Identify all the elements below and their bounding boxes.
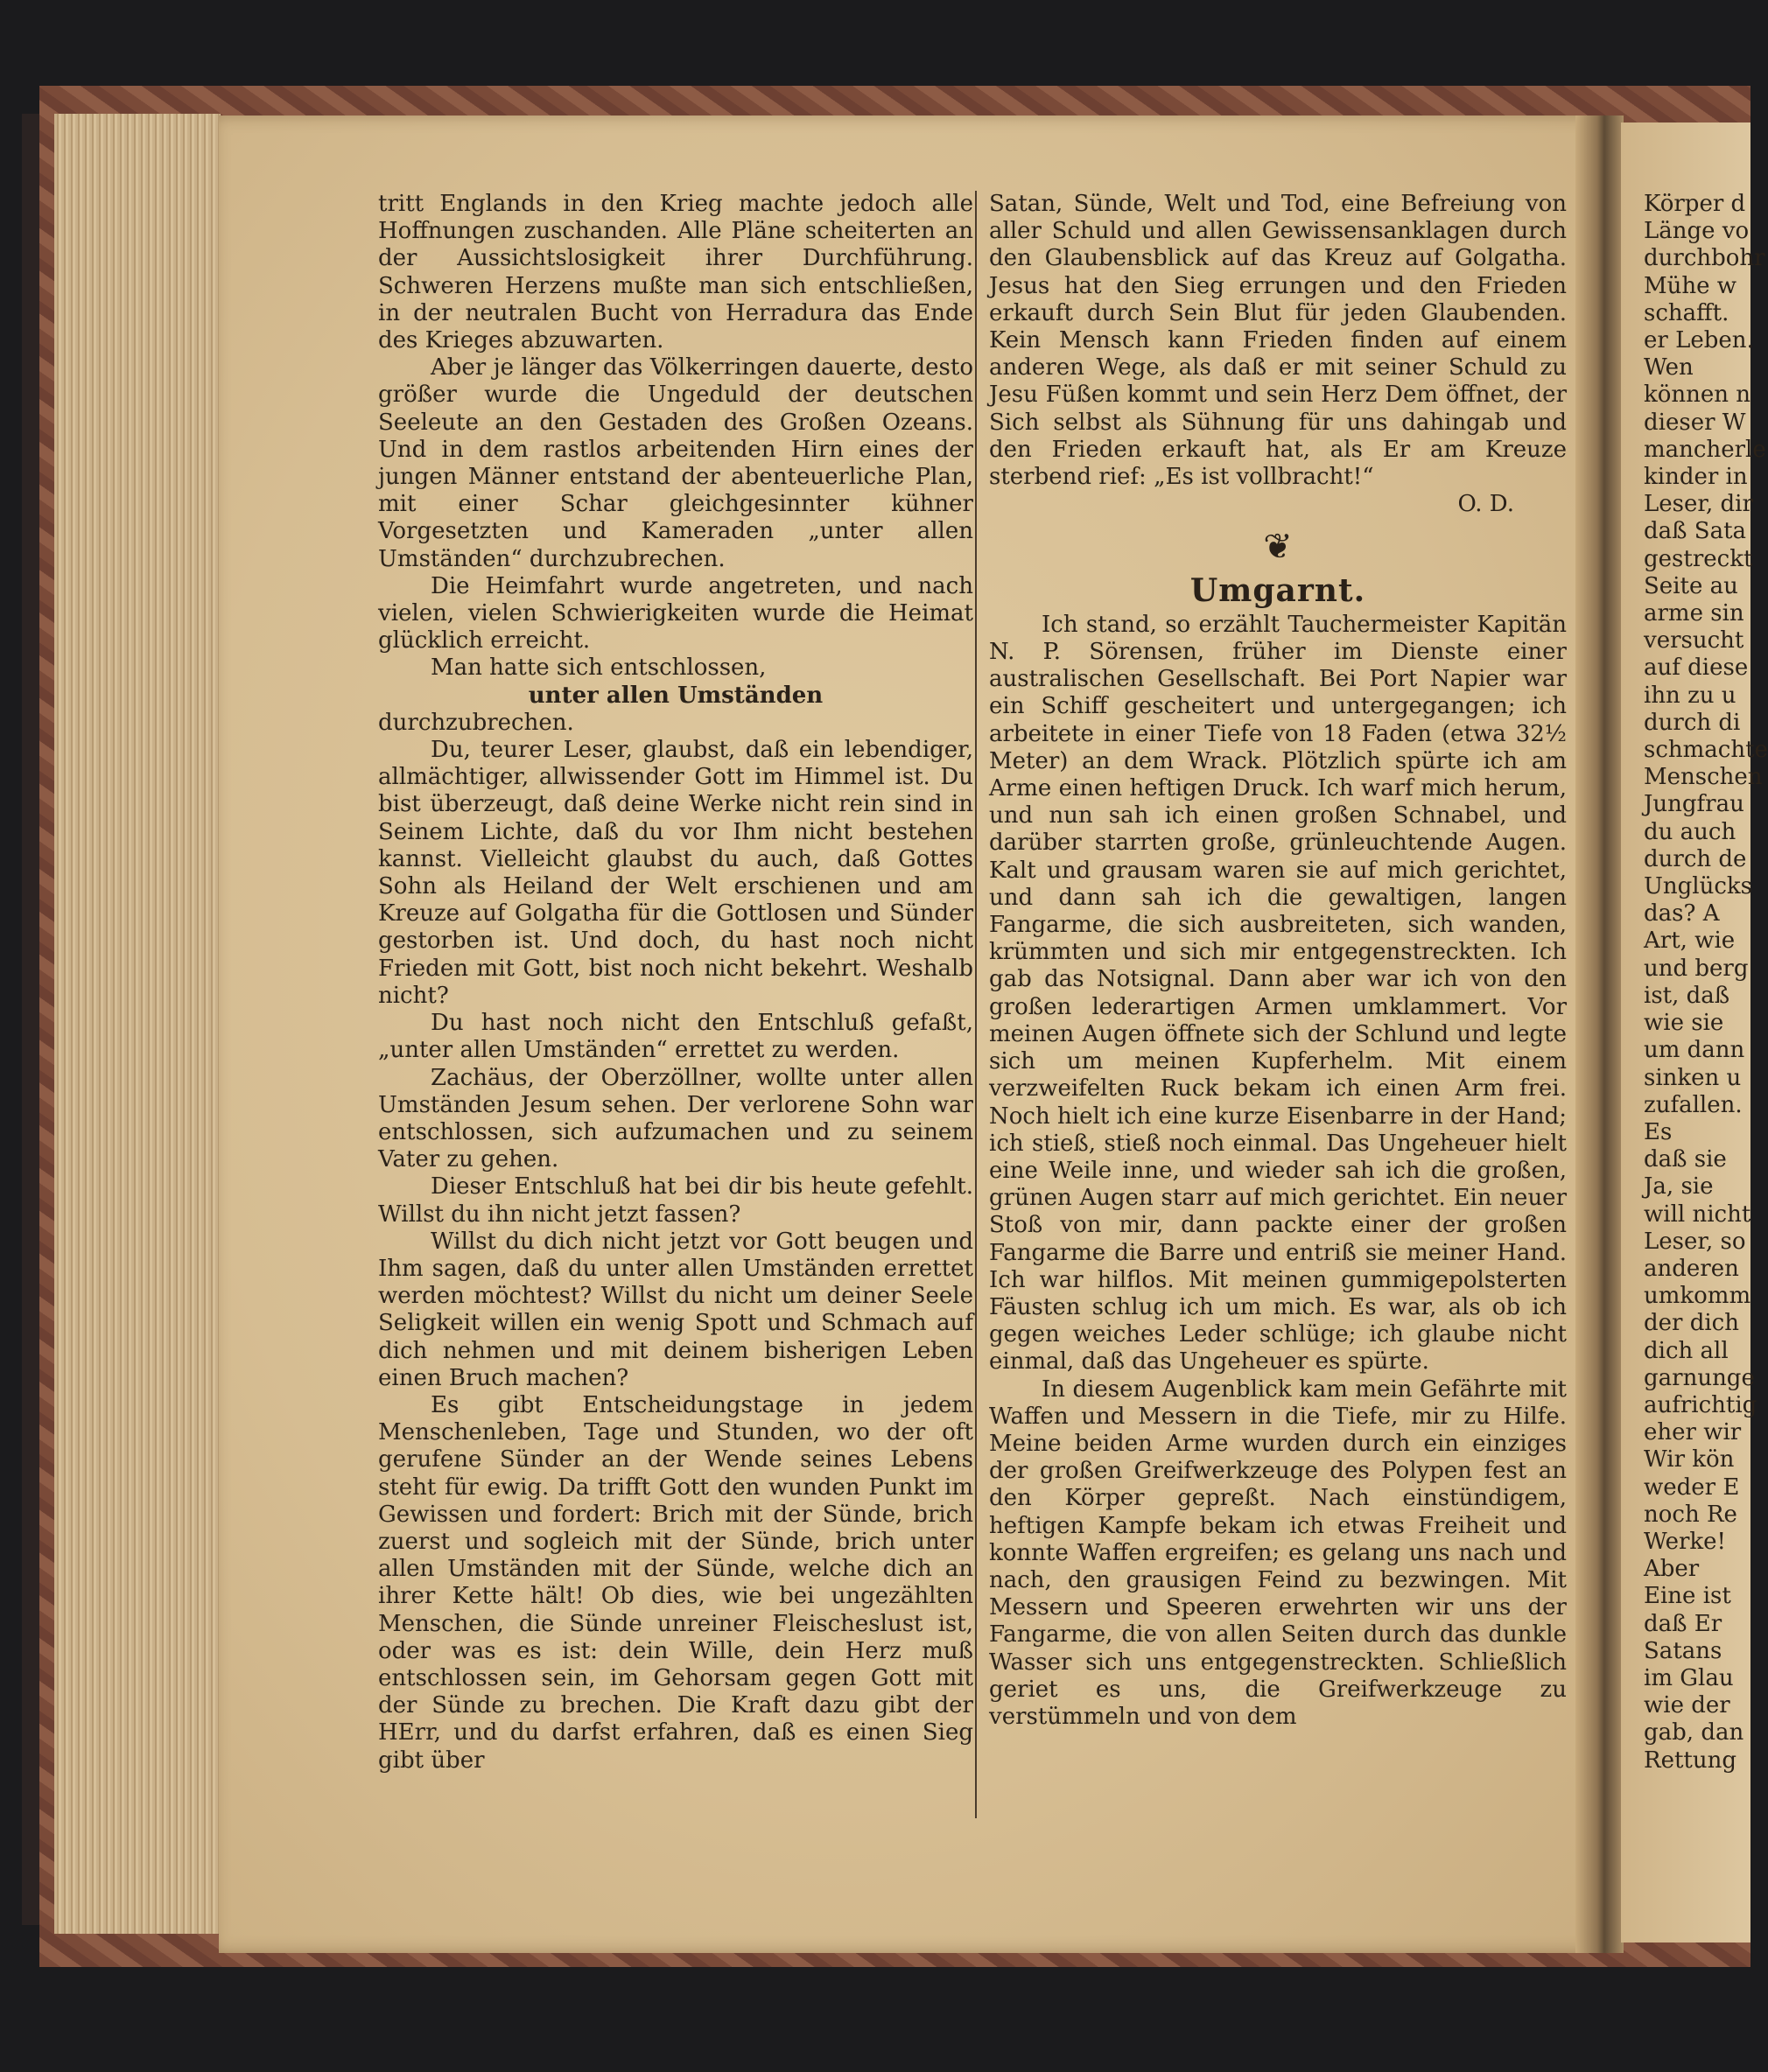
fragment-line: weder E — [1644, 1474, 1740, 1501]
paragraph: Ich stand, so erzählt Tauchermeister Kapitän N. P. Sörensen, früher im Dienste einer australischen Gesellschaft. Bei Port Napier war ein Schiff gescheitert und untergegangen; ich arbeitete in einer Tiefe von 18 Faden (etwa 32½ Meter) an dem Wrack. Plötzlich spürte ich am Arme einen heftigen Druck. Ich warf mich herum, und nun sah ich einen großen Schnabel, und darüber starrten große, grünleuchtende Augen. Kalt und grausam waren sie auf mich gerichtet, und dann sah ich die gewaltigen, langen Fangarme, die sich ausbreiteten, sich wanden, krümmten und sich mir entgegenstreckten. Ich gab das Notsignal. Dann aber war ich von den großen lederartigen Armen umklammert. Vor meinen Augen öffnete sich der Schlund und legte sich um meinen Kupferhelm. Mit einem verzweifelten Ruck bekam ich einen Arm frei. Noch hielt ich eine kurze Eisenbarre in der Hand; ich stieß, stieß noch einmal. Das Ungeheuer hielt eine Weile inne, und wieder sah ich die großen, grünen Augen starr auf mich gerichtet. Ein neuer Stoß von mir, dann packte einer der großen Fangarme die Barre und entriß sie meiner Hand. Ich war hilflos. Mit meinen gummigepolsterten Fäusten schlug ich um mich. Es war, als ob ich gegen weiches Leder schlüge; ich glaube nicht einmal, daß das Ungeheuer es spürte. — [989, 611, 1567, 1376]
fragment-line: Jungfrau — [1644, 791, 1744, 818]
fragment-line: daß Er — [1644, 1610, 1722, 1637]
fragment-line: im Glau — [1644, 1664, 1734, 1691]
paragraph: Dieser Entschluß hat bei dir bis heute gefehlt. Willst du ihn nicht jetzt fassen? — [378, 1173, 973, 1228]
fragment-line: Wen — [1644, 354, 1694, 382]
paragraph: Satan, Sünde, Welt und Tod, eine Befreiung von aller Schuld und allen Gewissensanklagen durch den Glaubensblick auf das Kreuz auf Golgatha. Jesus hat den Sieg errungen und den Frieden erkauft durch Sein Blut für jeden Glaubenden. Kein Mensch kann Frieden finden auf einem anderen Wege, als daß er mit seiner Schuld zu Jesu Füßen kommt und sein Herz Dem öffnet, der Sich selbst als Sühnung für uns dahingab und den Frieden erkauft hat, als Er am Kreuze sterbend rief: „Es ist vollbracht!“ — [989, 191, 1567, 491]
paragraph: Du hast noch nicht den Entschluß gefaßt, „unter allen Umständen“ errettet zu werden. — [378, 1010, 973, 1064]
fragment-line: können n — [1644, 382, 1751, 409]
fragment-line: Ja, sie — [1644, 1173, 1714, 1200]
fragment-line: aufrichtig — [1644, 1391, 1757, 1418]
paragraph: Man hatte sich entschlossen, — [431, 654, 767, 682]
paragraph: Willst du dich nicht jetzt vor Gott beugen und Ihm sagen, daß du unter allen Umständen errettet werden möchtest? Willst du nicht um deiner Seele Seligkeit willen ein wenig Spott und Schmach auf dich nehmen und mit deinem bisherigen Leben einen Bruch machen? — [378, 1228, 973, 1391]
next-page-column — [1644, 191, 1768, 1774]
fragment-line: zufallen. — [1644, 1091, 1743, 1118]
paragraph: Zachäus, der Oberzöllner, wollte unter allen Umständen Jesum sehen. Der verlorene Sohn war entschlossen, sich aufzumachen und zu seinem Vater zu gehen. — [378, 1064, 973, 1173]
fragment-line: garnunge — [1644, 1364, 1755, 1391]
fragment-line: kinder in — [1644, 464, 1748, 491]
fragment-line: durchbohr — [1644, 245, 1765, 272]
fragment-line: Menschen — [1644, 764, 1763, 791]
paragraph: durchzubrechen. — [378, 709, 574, 736]
paragraph: tritt Englands in den Krieg machte jedoch alle Hoffnungen zuschanden. Alle Pläne scheiterten an der Aussichtslosigkeit ihrer Durchführung. Schweren Herzens mußte man sich entschließen, in der neutralen Bucht von Herradura das Ende des Krieges abzuwarten. — [378, 191, 973, 354]
fragment-line: schafft. — [1644, 299, 1729, 326]
fragment-line: wie der — [1644, 1692, 1730, 1719]
fragment-line: Leser, so — [1644, 1228, 1746, 1255]
fragment-line: Länge vo — [1644, 218, 1750, 245]
paragraph: Aber je länger das Völkerringen dauerte, desto größer wurde die Ungeduld der deutschen Seeleute an den Gestaden des Großen Ozeans. Und in dem rastlos arbeitenden Hirn eines der jungen Männer entstand der abenteuerliche Plan, mit einer Schar gleichgesinnter kühner Vorgesetzten und Kameraden „unter allen Umständen“ durchzubrechen. — [378, 354, 973, 572]
column-rule — [975, 191, 977, 1818]
fragment-line: gestreckt — [1644, 545, 1753, 572]
article-title: Umgarnt. — [1189, 571, 1366, 609]
fragment-line: Leser, dir — [1644, 491, 1753, 518]
fragment-line: und berg — [1644, 955, 1749, 982]
fragment-line: Mühe w — [1644, 272, 1737, 299]
fragment-line: Körper d — [1644, 191, 1746, 217]
fragment-line: Unglücks — [1644, 873, 1753, 900]
fragment-line: du auch — [1644, 818, 1736, 845]
fragment-line: will nicht — [1644, 1200, 1751, 1228]
fragment-line: Satans — [1644, 1637, 1722, 1664]
fragment-line: Werke! — [1644, 1528, 1727, 1555]
fragment-line: daß Sata — [1644, 518, 1747, 545]
fragment-line: versucht — [1644, 627, 1744, 654]
fragment-line: durch de — [1644, 845, 1747, 872]
fragment-line: um dann — [1644, 1037, 1745, 1064]
fragment-line: ihn zu u — [1644, 682, 1736, 709]
fragment-line: anderen — [1644, 1255, 1739, 1282]
fragment-line: Art, wie — [1644, 928, 1736, 955]
fragment-line: ist, daß — [1644, 982, 1730, 1009]
fragment-line: der dich — [1644, 1310, 1739, 1337]
fragment-line: gab, dan — [1644, 1719, 1744, 1746]
emphasis-line: unter allen Umständen — [528, 682, 824, 709]
paragraph: Die Heimfahrt wurde angetreten, und nach vielen, vielen Schwierigkeiten wurde die Heimat glücklich erreicht. — [378, 572, 973, 654]
fragment-line: Wir kön — [1644, 1446, 1735, 1474]
fragment-line: mancherle — [1644, 436, 1766, 463]
left-text-column — [378, 191, 973, 1774]
page-edges — [54, 114, 221, 1934]
book-gutter — [1575, 116, 1624, 1953]
signature: O. D. — [1457, 491, 1514, 518]
right-text-column — [989, 191, 1567, 1731]
paragraph: Du, teurer Leser, glaubst, daß ein lebendiger, allmächtiger, allwissender Gott im Himmel ist. Du bist überzeugt, daß deine Werke nicht rein sind in Seinem Lichte, daß du vor Ihm nicht bestehen kannst. Vielleicht glaubst du auch, daß Gottes Sohn als Heiland der Welt erschienen und am Kreuze auf Golgatha für die Gottlosen und Sünder gestorben ist. Und doch, du hast noch nicht Frieden mit Gott, bist noch nicht bekehrt. Weshalb nicht? — [378, 737, 973, 1009]
fragment-line: dich all — [1644, 1337, 1729, 1364]
fragment-line: durch di — [1644, 709, 1741, 736]
fragment-line: Rettung — [1644, 1746, 1736, 1774]
fragment-line: Eine ist — [1644, 1583, 1731, 1610]
ornament-icon: ❦ — [1263, 527, 1293, 568]
fragment-line: er Leben. — [1644, 327, 1754, 354]
fragment-line: auf diese — [1644, 654, 1749, 682]
fragment-line: Seite au — [1644, 572, 1738, 599]
fragment-line: schmachte — [1644, 737, 1768, 764]
paragraph: Es gibt Entscheidungstage in jedem Menschenleben, Tage und Stunden, wo der oft gerufene Sünder an der Wende seines Lebens steht für ewig. Da trifft Gott den wunden Punkt im Gewissen und fordert: Brich mit der Sünde, brich zuerst und sogleich mit der Sünde, brich unter allen Umständen mit der Sünde, welche dich an ihrer Kette hält! Ob dies, wie bei ungezählten Menschen, die Sünde unreiner Fleischeslust ist, oder was es ist: dein Wille, dein Herz muß entschlossen sein, im Gehorsam gegen Gott mit der Sünde zu brechen. Die Kraft dazu gibt der HErr, und du darfst erfahren, daß es einen Sieg gibt über — [378, 1391, 973, 1774]
fragment-line: wie sie — [1644, 1010, 1724, 1037]
fragment-line: arme sin — [1644, 600, 1744, 627]
fragment-line: Es — [1644, 1118, 1673, 1145]
fragment-line: noch Re — [1644, 1501, 1737, 1528]
fragment-line: Aber — [1644, 1556, 1700, 1583]
fragment-line: eher wir — [1644, 1419, 1742, 1446]
fragment-line: umkomm — [1644, 1283, 1751, 1310]
fragment-line: daß sie — [1644, 1146, 1727, 1173]
fragment-line: dieser W — [1644, 409, 1746, 436]
paragraph: In diesem Augenblick kam mein Gefährte mit Waffen und Messern in die Tiefe, mir zu Hilfe. Meine beiden Arme wurden durch ein einziges der großen Greifwerkzeuge des Polypen fest an den Körper gepreßt. Nach einstündigem, heftigen Kampfe bekam ich etwas Freiheit und konnte Waffen ergreifen; es gelang uns nach und nach, den grausigen Feind zu bezwingen. Mit Messern und Speeren erwehrten wir uns der Fangarme, die von allen Seiten durch das dunkle Wasser sich uns entgegenstreckten. Schließlich geriet es uns, die Greifwerkzeuge zu verstümmeln und von dem — [989, 1376, 1567, 1730]
fragment-line: sinken u — [1644, 1064, 1742, 1091]
fragment-line: das? A — [1644, 900, 1720, 928]
